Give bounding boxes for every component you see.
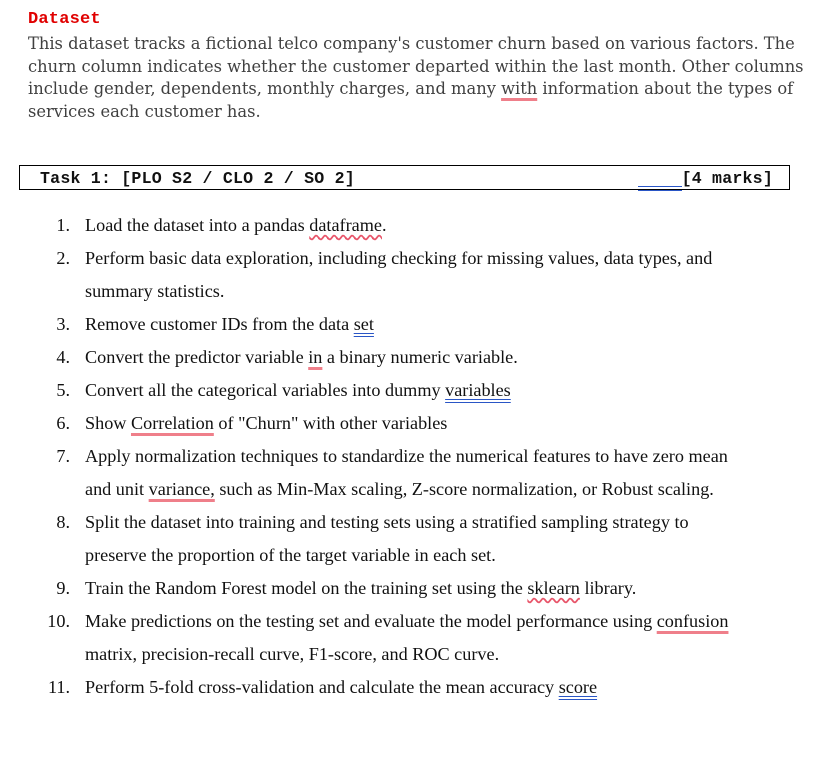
item-text-part: Perform 5-fold cross-validation and calculate the mean accuracy bbox=[85, 677, 559, 697]
item-text-part: Remove customer IDs from the data bbox=[85, 314, 354, 334]
grammar-flag-confusion: confusion bbox=[656, 611, 729, 631]
item-text bbox=[85, 347, 518, 368]
item-text-part: such as Min-Max scaling, Z-score normalization, or Robust scaling. bbox=[214, 479, 714, 499]
item-text-part: a binary numeric variable. bbox=[322, 347, 518, 367]
item-text bbox=[85, 479, 714, 500]
item-text-part: library. bbox=[579, 578, 637, 598]
item-text bbox=[85, 215, 387, 236]
description-text: information about the types of bbox=[537, 79, 794, 99]
item-text: matrix, precision-recall curve, F1-score, and ROC curve. bbox=[85, 644, 500, 664]
task-header-box bbox=[19, 165, 790, 190]
dataset-heading: Dataset bbox=[28, 10, 101, 29]
item-text: Perform basic data exploration, including checking for missing values, data types, and bbox=[85, 248, 713, 268]
description-line bbox=[28, 78, 808, 101]
description-line: This dataset tracks a fictional telco company's customer churn based on various factors. The bbox=[28, 34, 795, 53]
item-text: preserve the proportion of the target variable in each set. bbox=[85, 545, 496, 565]
task-marks: [4 marks] bbox=[681, 169, 773, 188]
item-text bbox=[85, 314, 374, 335]
item-number: 1. bbox=[56, 215, 70, 235]
grammar-flag-in: in bbox=[308, 347, 323, 367]
item-text-part: Show bbox=[85, 413, 131, 433]
item-text bbox=[85, 578, 636, 599]
item-number: 4. bbox=[56, 347, 70, 367]
item-text bbox=[85, 413, 447, 434]
description-line: churn column indicates whether the customer departed within the last month. Other columns bbox=[28, 56, 804, 76]
item-number: 5. bbox=[56, 380, 70, 400]
item-number: 9. bbox=[56, 578, 70, 598]
grammar-flag-with: with bbox=[501, 79, 538, 99]
item-number: 11. bbox=[47, 677, 70, 697]
description-line: services each customer has. bbox=[28, 101, 261, 121]
grammar-flag-correlation: Correlation bbox=[130, 413, 214, 433]
description-text: include gender, dependents, monthly charges, and many bbox=[28, 79, 502, 99]
grammar-flag-score: score bbox=[558, 677, 598, 697]
item-text bbox=[85, 677, 597, 698]
item-number: 3. bbox=[56, 314, 70, 334]
item-number: 2. bbox=[56, 248, 70, 268]
task-title: Task 1: [PLO S2 / CLO 2 / SO 2] bbox=[40, 169, 355, 188]
dataset-description bbox=[28, 33, 808, 123]
item-number: 8. bbox=[56, 512, 70, 532]
item-text-part: Make predictions on the testing set and evaluate the model performance using bbox=[85, 611, 657, 631]
spelling-flag-dataframe: dataframe bbox=[309, 215, 382, 235]
grammar-flag-set: set bbox=[353, 314, 374, 334]
item-text: Apply normalization techniques to standardize the numerical features to have zero mean bbox=[85, 446, 728, 466]
item-number: 10. bbox=[47, 611, 70, 631]
tab-leader bbox=[638, 186, 682, 191]
spelling-flag-sklearn: sklearn bbox=[527, 578, 580, 598]
item-text: Split the dataset into training and testing sets using a stratified sampling strategy to bbox=[85, 512, 689, 532]
item-number: 7. bbox=[56, 446, 70, 466]
item-text bbox=[85, 611, 728, 632]
item-text-part: . bbox=[381, 215, 387, 235]
item-text-part: Convert the predictor variable bbox=[85, 347, 309, 367]
grammar-flag-variance: variance, bbox=[148, 479, 215, 499]
item-text-part: Convert all the categorical variables into dummy bbox=[85, 380, 446, 400]
item-number: 6. bbox=[56, 413, 70, 433]
item-text: summary statistics. bbox=[85, 281, 225, 301]
item-text-part: of "Churn" with other variables bbox=[213, 413, 448, 433]
grammar-flag-variables: variables bbox=[445, 380, 511, 400]
item-text-part: and unit bbox=[85, 479, 149, 499]
item-text-part: Load the dataset into a pandas bbox=[85, 215, 310, 235]
item-text-part: Train the Random Forest model on the training set using the bbox=[85, 578, 528, 598]
item-text bbox=[85, 380, 511, 401]
